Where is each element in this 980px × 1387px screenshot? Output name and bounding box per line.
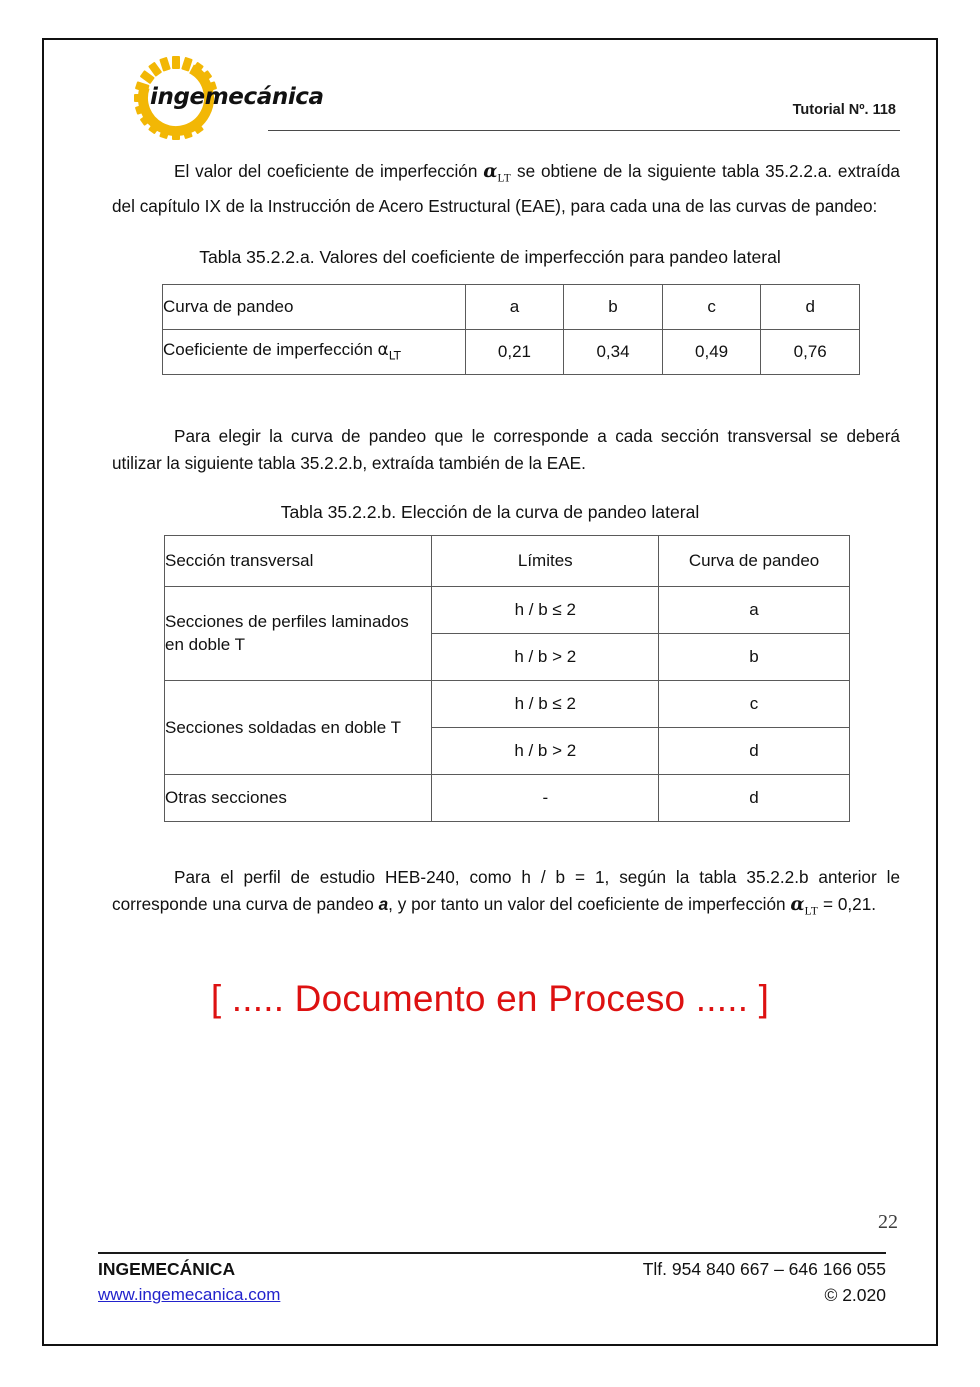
alpha-lt-symbol (483, 161, 512, 185)
document-page (42, 38, 938, 1346)
document-header (44, 40, 936, 148)
table-2-header-cell: Sección transversal (165, 535, 432, 586)
table-1-cell: d (761, 284, 860, 329)
table-1-cell: b (564, 284, 663, 329)
table-1-caption: Tabla 35.2.2.a. Valores del coeficiente de imperfección para pandeo lateral (199, 246, 781, 267)
alpha-subscript: LT (497, 172, 512, 185)
paragraph-curve-selection: Para elegir la curva de pandeo que le corresponde a cada sección transversal se deberá utilizar la siguiente tabla 35.2.2.b, extraída también de la EAE. (112, 425, 900, 474)
table-row (165, 680, 850, 727)
table-2-curve-cell: d (659, 774, 850, 821)
footer-copyright: © 2.020 (824, 1285, 886, 1305)
paragraph-intro-text-1: El valor del coeficiente de imperfección (174, 161, 484, 181)
brand-logo (124, 54, 324, 142)
table-row (165, 586, 850, 633)
table-1-cell: c (662, 284, 761, 329)
table-block-1 (44, 247, 936, 375)
table-2-section-cell: Otras secciones (165, 774, 432, 821)
table-2-header-cell: Curva de pandeo (659, 535, 850, 586)
table-1-row-2-label (163, 329, 466, 374)
brand-name: ingemecánica (150, 84, 324, 110)
table-2-limit-cell: h / b > 2 (432, 633, 659, 680)
paragraph-intro-text-2: se obtiene de la siguiente tabla 35.2.2.a. extraída del capítulo IX de la Instrucción de Acero Estructural (EAE), para cada una de las curvas de pandeo: (112, 161, 900, 217)
table-row (163, 329, 860, 374)
header-divider (268, 130, 900, 131)
table-header-row (165, 535, 850, 586)
footer-left-block (98, 1256, 280, 1308)
paragraph-conclusion-text-2: , y por tanto un valor del coeficiente de imperfección (388, 894, 791, 915)
alpha-glyph: α (377, 340, 389, 361)
table-row (165, 774, 850, 821)
table-2-section-cell: Secciones de perfiles laminados en doble T (165, 586, 432, 680)
table-2-limit-cell: h / b ≤ 2 (432, 680, 659, 727)
table-1-cell: 0,76 (761, 329, 860, 374)
imperfection-coefficient-table (162, 284, 860, 375)
table-block-2 (44, 502, 936, 822)
alpha-lt-symbol (377, 340, 401, 363)
alpha-glyph: α (483, 161, 498, 182)
buckling-curve-selection-table (164, 535, 850, 822)
document-content (44, 148, 936, 1020)
table-1-cell: 0,34 (564, 329, 663, 374)
table-1-row-2-label-text: Coeficiente de imperfección (163, 340, 378, 360)
table-2-limit-cell: h / b > 2 (432, 727, 659, 774)
alpha-subscript: LT (804, 905, 819, 918)
table-1-cell: 0,49 (662, 329, 761, 374)
footer-company-name: INGEMECÁNICA (98, 1259, 236, 1279)
paragraph-intro (44, 158, 936, 221)
table-1-cell: 0,21 (465, 329, 564, 374)
tutorial-number: Tutorial Nº. 118 (792, 102, 896, 118)
alpha-glyph: α (790, 894, 805, 916)
alpha-subscript: LT (388, 348, 401, 363)
page-number: 22 (878, 1211, 898, 1233)
document-in-progress-notice: [ ..... Documento en Proceso ..... ] (210, 978, 770, 1020)
table-2-curve-cell: a (659, 586, 850, 633)
table-2-limit-cell: - (432, 774, 659, 821)
paragraph-conclusion (44, 864, 936, 927)
table-1-cell: a (465, 284, 564, 329)
table-2-caption: Tabla 35.2.2.b. Elección de la curva de pandeo lateral (280, 501, 700, 522)
footer-divider (98, 1252, 886, 1254)
curve-emphasis: a (378, 894, 389, 915)
table-row (163, 284, 860, 329)
table-1-row-1-label: Curva de pandeo (163, 284, 466, 329)
alpha-lt-symbol (790, 894, 819, 918)
footer-phone: Tlf. 954 840 667 – 646 166 055 (642, 1259, 886, 1279)
footer-right-block (643, 1256, 886, 1308)
table-2-curve-cell: d (659, 727, 850, 774)
paragraph-conclusion-text-3: = 0,21. (818, 894, 877, 915)
table-2-curve-cell: b (659, 633, 850, 680)
table-2-section-cell: Secciones soldadas en doble T (165, 680, 432, 774)
table-2-curve-cell: c (659, 680, 850, 727)
table-2-header-cell: Límites (432, 535, 659, 586)
footer-website-link[interactable]: www.ingemecanica.com (98, 1285, 281, 1304)
table-2-limit-cell: h / b ≤ 2 (432, 586, 659, 633)
paragraph-conclusion-text-1: Para el perfil de estudio HEB-240, como h / b = 1, según la tabla 35.2.2.b anterior le corresponde una curva de pandeo (112, 866, 900, 915)
